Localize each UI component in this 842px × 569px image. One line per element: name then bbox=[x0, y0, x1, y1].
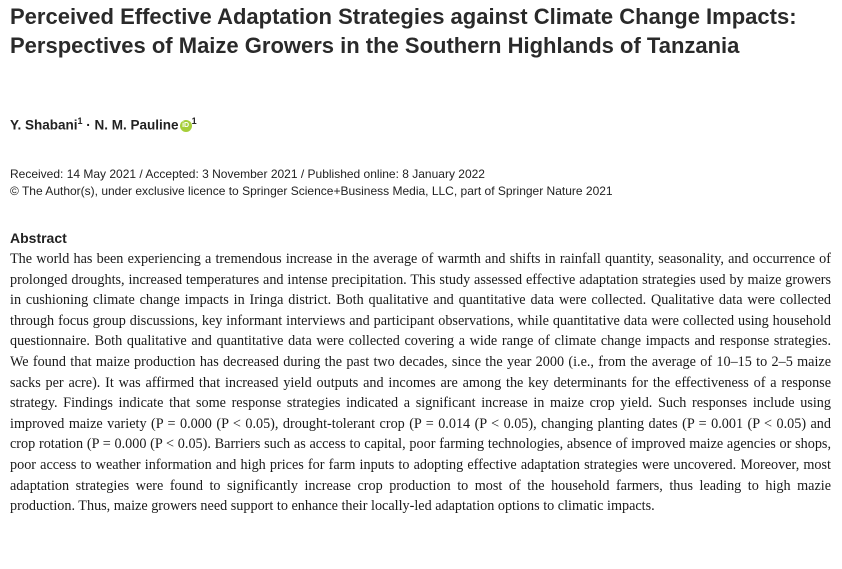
author-name[interactable]: Y. Shabani bbox=[10, 117, 78, 133]
orcid-icon[interactable]: iD bbox=[180, 120, 192, 132]
abstract-heading: Abstract bbox=[10, 230, 67, 246]
affiliation-marker: 1 bbox=[77, 116, 83, 126]
author-separator: · bbox=[82, 117, 95, 133]
copyright-notice: © The Author(s), under exclusive licence to Springer Science+Business Media, LLC, part of Springer Nature 2021 bbox=[10, 184, 613, 198]
paper-title: Perceived Effective Adaptation Strategies against Climate Change Impacts: Perspectives of Maize Growers in the Southern Highlands of Tanzania bbox=[10, 4, 797, 58]
abstract-text: The world has been experiencing a tremendous increase in the average of warmth and shifts in rainfall quantity, seasonality, and occurrence of prolonged droughts, increased temperatures and intense precipitation. This study assessed effective adaptation strategies used by maize growers in cushioning climate change impacts in Iringa district. Both qualitative and quantitative data were collected. Qualitative data were collected through focus group discussions, key informant interviews and participant observations, while quantitative data were collected using household questionnaire. Both qualitative and quantitative data were collected covering a wide range of climate change impacts and response strategies. We found that maize production has decreased during the past two decades, since the year 2000 (i.e., from the average of 10–15 to 2–5 maize sacks per acre). It was affirmed that increased yield outputs and incomes are among the key determinants for the effectiveness of a response strategy. Findings indicate that some response strategies indicated a significant increase in maize crop yield. Such responses include using improved maize variety (P = 0.000 (P < 0.05), drought-tolerant crop (P = 0.014 (P < 0.05), changing planting dates (P = 0.001 (P < 0.05) and crop rotation (P = 0.000 (P < 0.05). Barriers such as access to capital, poor farming technologies, absence of improved maize agencies or shops, poor access to weather information and high prices for farm inputs to adopting effective adaptation strategies were uncovered. Moreover, most adaptation strategies were found to significantly increase crop production to most of the household farmers, thus leading to high mazie production. Thus, maize growers need support to enhance their locally-led adaptation options to climatic impacts. bbox=[10, 251, 831, 515]
author-list bbox=[10, 116, 197, 133]
affiliation-marker: 1 bbox=[191, 116, 197, 126]
author-name[interactable]: N. M. Pauline bbox=[94, 117, 179, 133]
article-metadata bbox=[10, 166, 830, 200]
publication-dates: Received: 14 May 2021 / Accepted: 3 November 2021 / Published online: 8 January 2022 bbox=[10, 167, 485, 181]
